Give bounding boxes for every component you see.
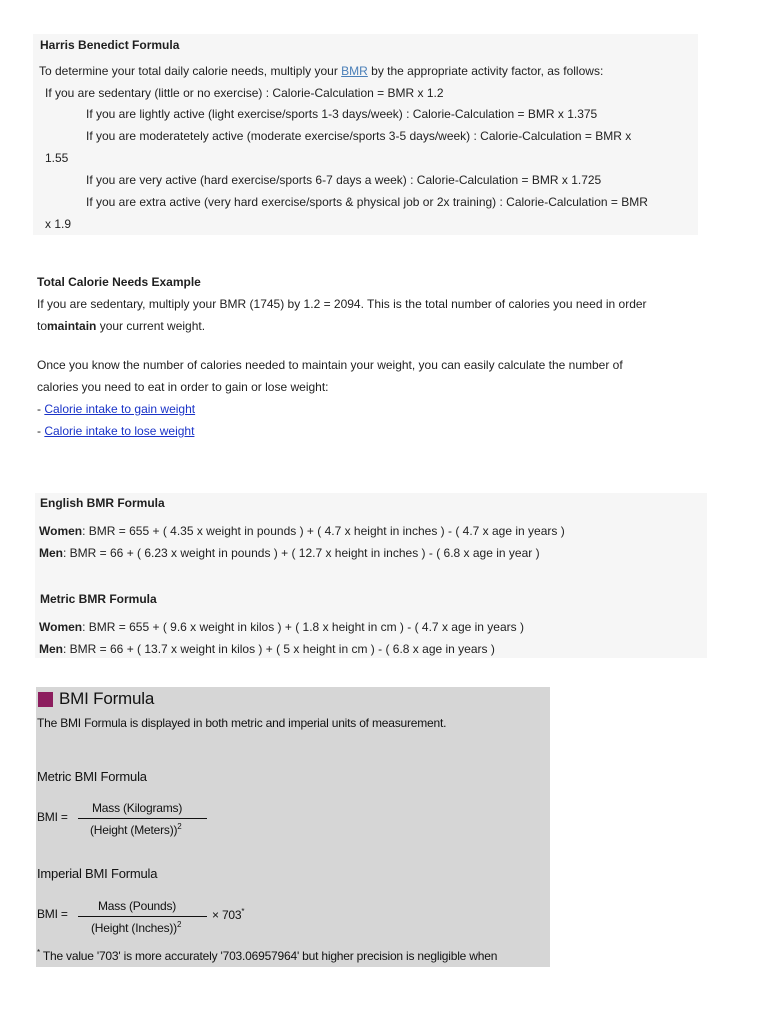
imperial-denominator-text: (Height (Inches))	[91, 921, 177, 935]
harris-intro-text: To determine your total daily calorie needs, multiply your	[39, 64, 342, 78]
dash: -	[37, 424, 45, 438]
imperial-multiplier	[212, 907, 244, 922]
multiplier-star: *	[241, 907, 245, 916]
gain-link-row	[37, 401, 195, 417]
maintain-bold: maintain	[47, 319, 97, 333]
footnote-text: The value '703' is more accurately '703.06957964' but higher precision is negligible when	[39, 949, 498, 963]
example-para2-line1: Once you know the number of calories needed to maintain your weight, you can easily calculate the number of	[37, 358, 623, 372]
activity-lightly: If you are lightly active (light exercise/sports 1-3 days/week) : Calorie-Calculation = BMR x 1.375	[86, 107, 598, 121]
imperial-denominator	[91, 920, 181, 935]
example-line2-suffix: your current weight.	[96, 319, 206, 333]
example-line1: If you are sedentary, multiply your BMR (1745) by 1.2 = 2094. This is the total number of calories you need in order	[37, 297, 647, 311]
multiplier-text: × 703	[212, 908, 242, 922]
men-label: Men	[39, 642, 63, 656]
dash: -	[37, 402, 45, 416]
metric-fraction-bar	[78, 818, 207, 819]
calorie-lose-link[interactable]: Calorie intake to lose weight	[44, 424, 195, 438]
metric-denominator	[90, 822, 182, 837]
bmi-footnote	[37, 948, 497, 963]
section-square-icon	[38, 692, 53, 707]
english-men-formula	[39, 545, 540, 561]
activity-sedentary: If you are sedentary (little or no exercise) : Calorie-Calculation = BMR x 1.2	[45, 86, 444, 100]
english-women-text: : BMR = 655 + ( 4.35 x weight in pounds ) + ( 4.7 x height in inches ) - ( 4.7 x age in years )	[82, 524, 565, 538]
imperial-fraction-bar	[78, 916, 207, 917]
english-women-formula	[39, 523, 565, 539]
metric-bmi-title: Metric BMI Formula	[37, 769, 147, 784]
example-line2-prefix: to	[37, 319, 48, 333]
metric-men-text: : BMR = 66 + ( 13.7 x weight in kilos ) + ( 5 x height in cm ) - ( 6.8 x age in years )	[63, 642, 495, 656]
harris-intro-text-end: by the appropriate activity factor, as follows:	[367, 64, 604, 78]
men-label: Men	[39, 546, 63, 560]
women-label: Women	[39, 620, 83, 634]
metric-women-text: : BMR = 655 + ( 9.6 x weight in kilos ) + ( 1.8 x height in cm ) - ( 4.7 x age in years )	[82, 620, 524, 634]
harris-intro	[39, 63, 603, 79]
english-men-text: : BMR = 66 + ( 6.23 x weight in pounds ) + ( 12.7 x height in inches ) - ( 6.8 x age in year )	[63, 546, 540, 560]
bmi-formula-panel	[36, 687, 550, 967]
imperial-numerator: Mass (Pounds)	[98, 899, 177, 913]
metric-men-formula	[39, 641, 495, 657]
lose-link-row	[37, 423, 194, 439]
metric-women-formula	[39, 619, 524, 635]
activity-moderate: If you are moderatetely active (moderate exercise/sports 3-5 days/week) : Calorie-Calculation = BMR x	[86, 129, 632, 143]
example-line2	[37, 318, 205, 334]
footnote-star: *	[37, 948, 40, 957]
imperial-exponent: 2	[176, 920, 182, 929]
women-label: Women	[39, 524, 83, 538]
bmr-link[interactable]: BMR	[341, 64, 368, 78]
metric-bmi-eq: BMI =	[37, 810, 68, 824]
activity-moderate-cont: 1.55	[45, 151, 69, 165]
metric-exponent: 2	[177, 822, 182, 831]
example-title: Total Calorie Needs Example	[37, 275, 201, 289]
calorie-gain-link[interactable]: Calorie intake to gain weight	[44, 402, 196, 416]
imperial-bmi-eq: BMI =	[37, 907, 68, 921]
example-para2-line2: calories you need to eat in order to gain or lose weight:	[37, 380, 329, 394]
metric-numerator: Mass (Kilograms)	[92, 801, 183, 815]
imperial-bmi-title: Imperial BMI Formula	[37, 866, 158, 881]
activity-extra-cont: x 1.9	[45, 217, 72, 231]
metric-bmr-title: Metric BMR Formula	[40, 592, 157, 606]
harris-title: Harris Benedict Formula	[40, 38, 180, 52]
activity-extra: If you are extra active (very hard exercise/sports & physical job or 2x training) : Calorie-Calculation = BMR	[86, 195, 648, 209]
metric-denominator-text: (Height (Meters))	[90, 823, 178, 837]
bmi-title: BMI Formula	[59, 689, 155, 708]
activity-very: If you are very active (hard exercise/sports 6-7 days a week) : Calorie-Calculation = BMR x 1.725	[86, 173, 602, 187]
bmi-intro: The BMI Formula is displayed in both metric and imperial units of measurement.	[37, 716, 447, 730]
english-bmr-title: English BMR Formula	[40, 496, 165, 510]
